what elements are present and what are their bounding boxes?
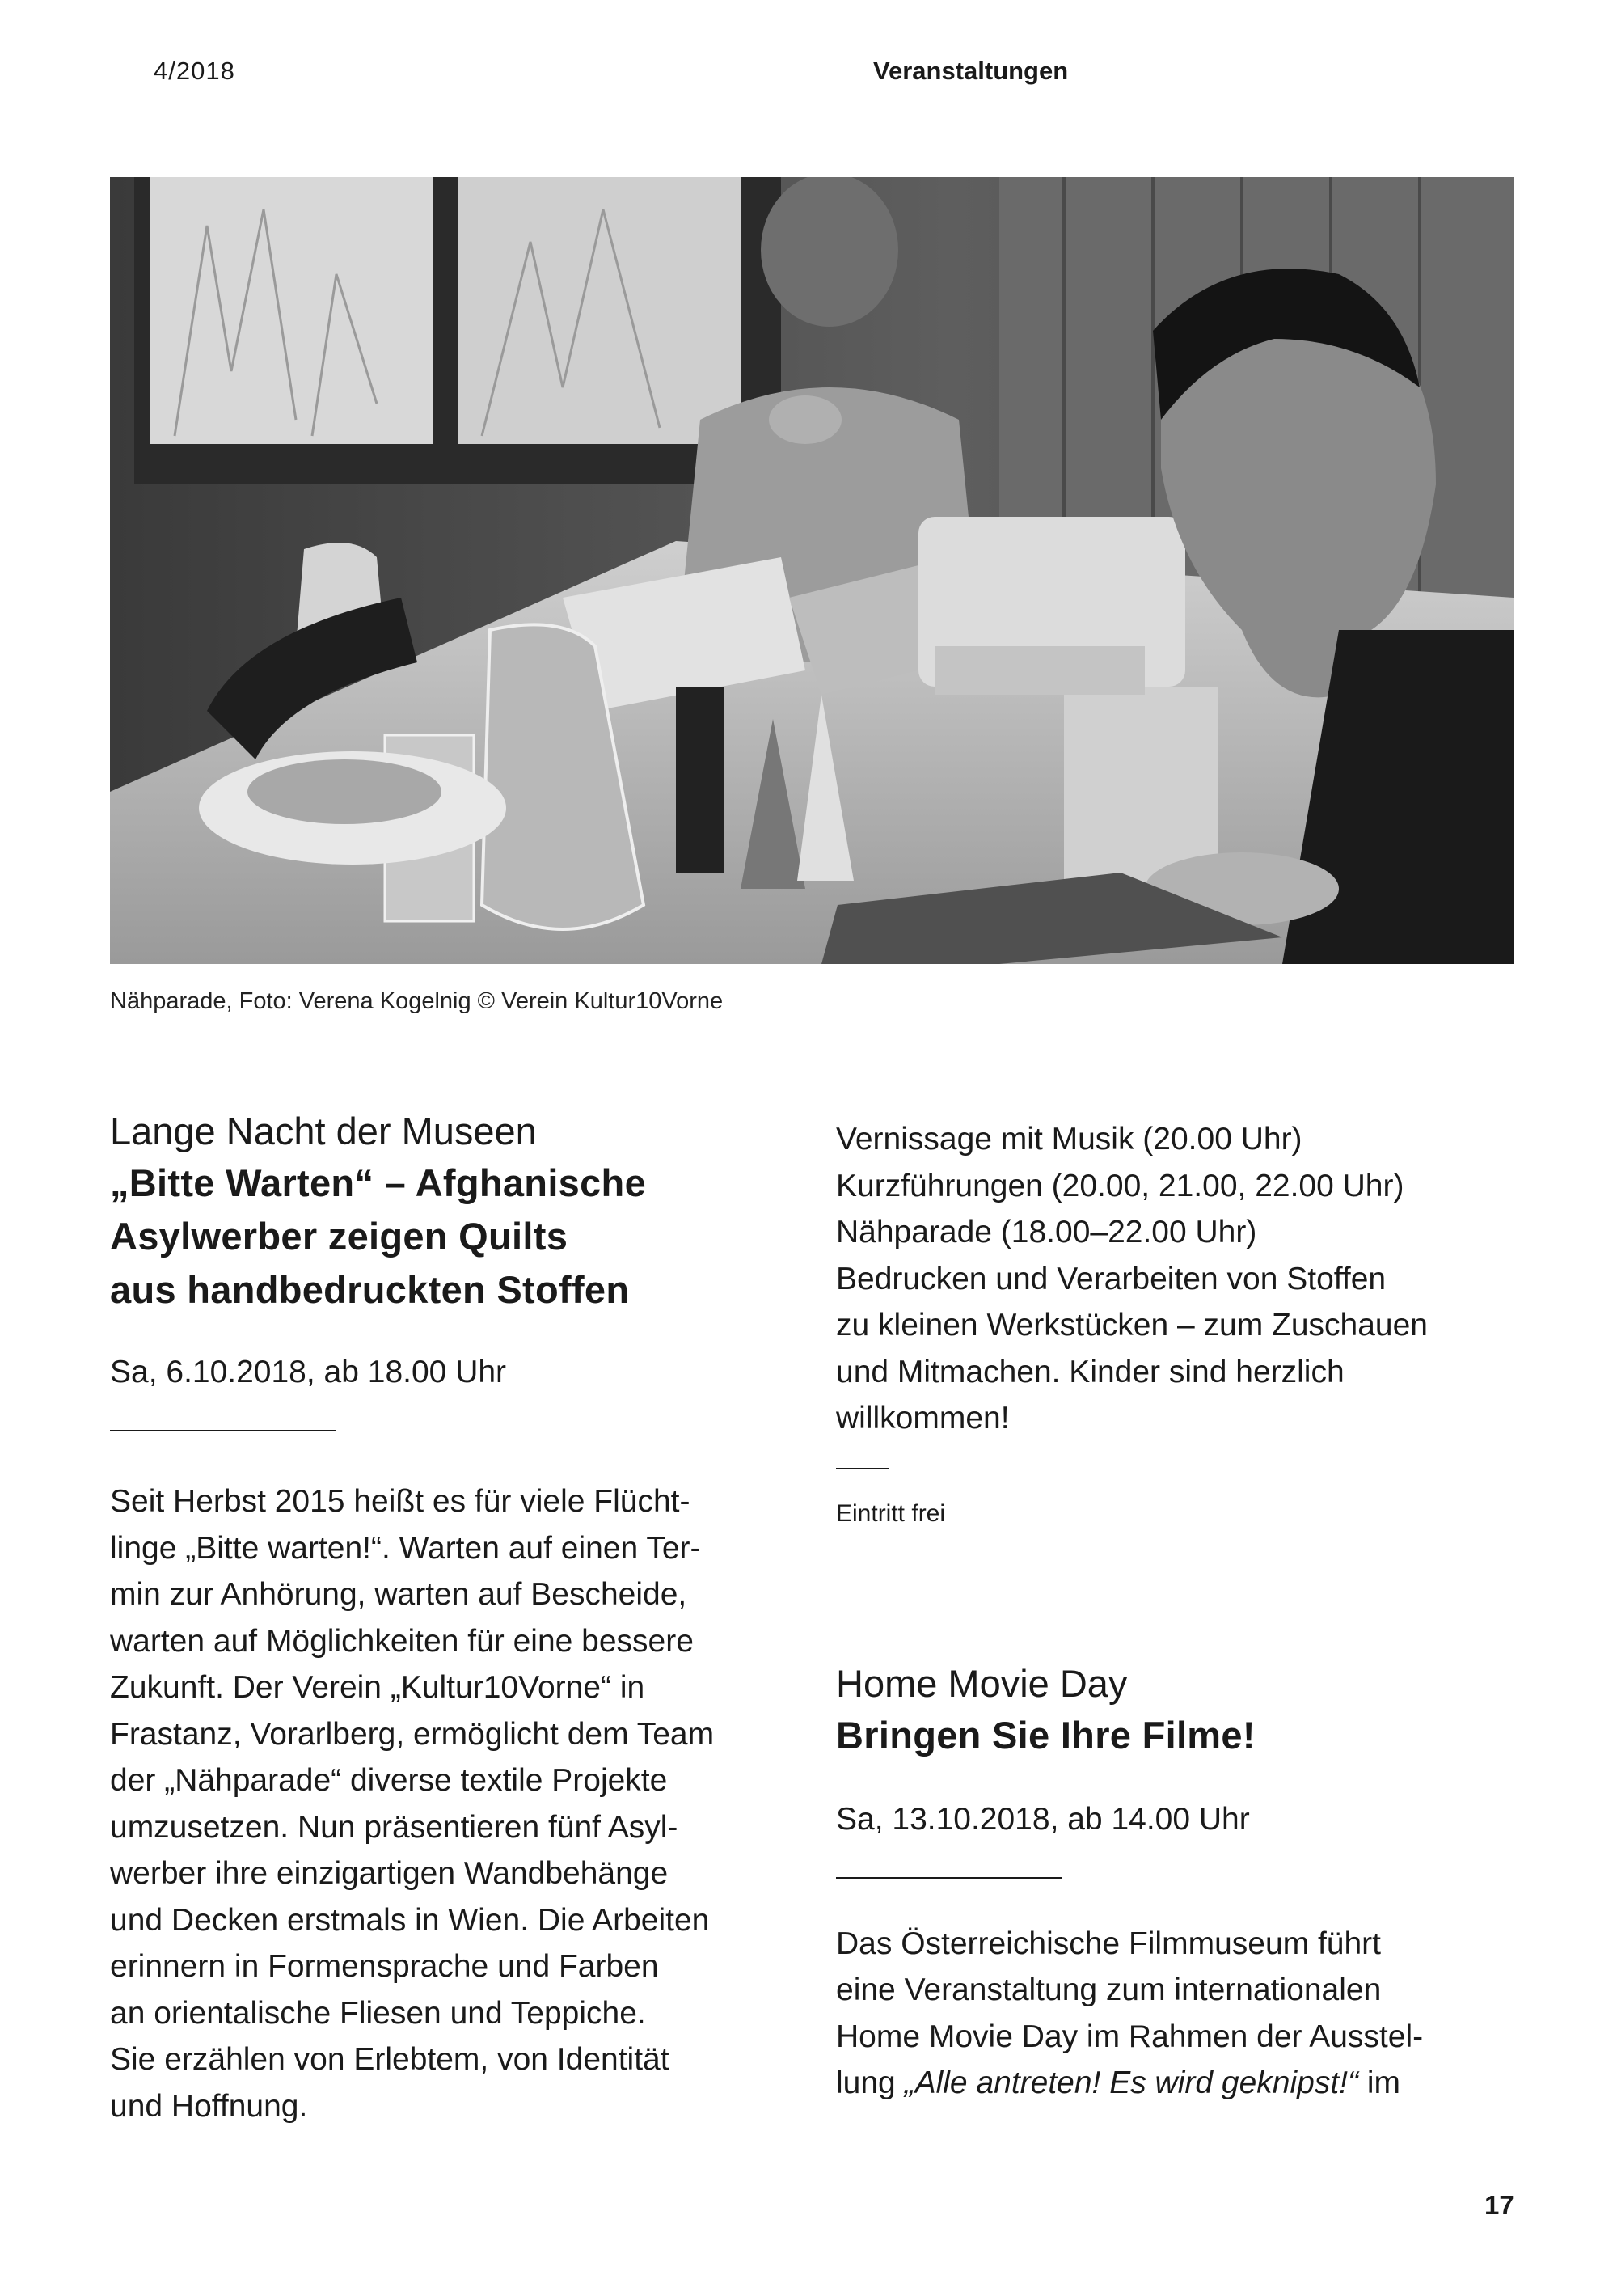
issue-number: 4/2018 bbox=[154, 57, 235, 85]
event-description bbox=[110, 1478, 805, 2129]
page-number: 17 bbox=[1484, 2190, 1514, 2220]
event-description bbox=[836, 1921, 1531, 2107]
body-line: linge „Bitte warten!“. Warten auf einen Ter- bbox=[110, 1530, 701, 1566]
event-program-column bbox=[836, 1116, 1531, 2107]
body-text-prefix: lung bbox=[836, 2066, 905, 2100]
body-line: min zur Anhörung, warten auf Bescheide, bbox=[110, 1577, 687, 1612]
event-lange-nacht bbox=[110, 1106, 805, 2129]
body-line: eine Veranstaltung zum internationalen bbox=[836, 1973, 1382, 2007]
program-line: Kurzführungen (20.00, 21.00, 22.00 Uhr) bbox=[836, 1168, 1404, 1203]
body-line: Frastanz, Vorarlberg, ermöglicht dem Team bbox=[110, 1716, 715, 1752]
program-line: Nähparade (18.00–22.00 Uhr) bbox=[836, 1215, 1257, 1249]
event-home-movie-day bbox=[836, 1659, 1531, 2107]
body-line: und Hoffnung. bbox=[110, 2088, 308, 2124]
event-title bbox=[110, 1156, 805, 1317]
body-line: der „Nähparade“ diverse textile Projekte bbox=[110, 1763, 668, 1798]
body-line: warten auf Möglichkeiten für eine bessere bbox=[110, 1623, 694, 1659]
divider-short bbox=[836, 1468, 889, 1469]
body-text-suffix: im bbox=[1357, 2066, 1400, 2100]
event-date: Sa, 6.10.2018, ab 18.00 Uhr bbox=[110, 1355, 507, 1389]
body-line: und Decken erstmals in Wien. Die Arbeiten bbox=[110, 1902, 710, 1938]
body-line: an orientalische Fliesen und Teppiche. bbox=[110, 1995, 646, 2031]
program-line: willkommen! bbox=[836, 1401, 1010, 1436]
body-line-last bbox=[836, 2060, 1531, 2107]
photo-illustration bbox=[110, 177, 1514, 964]
event-title-line: aus handbedruckten Stoffen bbox=[110, 1268, 630, 1311]
admission-note: Eintritt frei bbox=[836, 1499, 946, 1527]
body-line: Das Österreichische Filmmuseum führt bbox=[836, 1926, 1382, 1961]
body-line: Home Movie Day im Rahmen der Ausstel- bbox=[836, 2019, 1424, 2054]
program-line: und Mitmachen. Kinder sind herzlich bbox=[836, 1354, 1345, 1389]
body-line: Zukunft. Der Verein „Kultur10Vorne“ in bbox=[110, 1670, 645, 1705]
body-line: erinnern in Formensprache und Farben bbox=[110, 1949, 659, 1984]
exhibition-title: „Alle antreten! Es wird geknipst!“ bbox=[904, 2066, 1358, 2100]
body-line: werber ihre einzigartigen Wandbehänge bbox=[110, 1856, 669, 1891]
event-kicker: Lange Nacht der Museen bbox=[110, 1110, 537, 1152]
event-title: Bringen Sie Ihre Filme! bbox=[836, 1713, 1256, 1757]
program-line: zu kleinen Werkstücken – zum Zuschauen bbox=[836, 1308, 1428, 1343]
divider bbox=[836, 1877, 1062, 1879]
event-date: Sa, 13.10.2018, ab 14.00 Uhr bbox=[836, 1801, 1250, 1837]
body-line: Sie erzählen von Erlebtem, von Identität bbox=[110, 2042, 669, 2077]
event-program bbox=[836, 1116, 1531, 1442]
running-header bbox=[154, 57, 1083, 97]
event-title-line: „Bitte Warten“ – Afghanische bbox=[110, 1161, 647, 1204]
program-line: Vernissage mit Musik (20.00 Uhr) bbox=[836, 1122, 1302, 1156]
workshop-photo bbox=[110, 177, 1514, 964]
section-title: Veranstaltungen bbox=[873, 57, 1069, 85]
photo-caption: Nähparade, Foto: Verena Kogelnig © Verein Kultur10Vorne bbox=[110, 988, 724, 1014]
program-line: Bedrucken und Verarbeiten von Stoffen bbox=[836, 1261, 1387, 1296]
event-title-line: Asylwerber zeigen Quilts bbox=[110, 1215, 568, 1258]
body-line: Seit Herbst 2015 heißt es für viele Flücht- bbox=[110, 1484, 690, 1519]
body-line: umzusetzen. Nun präsentieren fünf Asyl- bbox=[110, 1809, 678, 1845]
divider bbox=[110, 1430, 336, 1431]
event-kicker: Home Movie Day bbox=[836, 1661, 1128, 1705]
